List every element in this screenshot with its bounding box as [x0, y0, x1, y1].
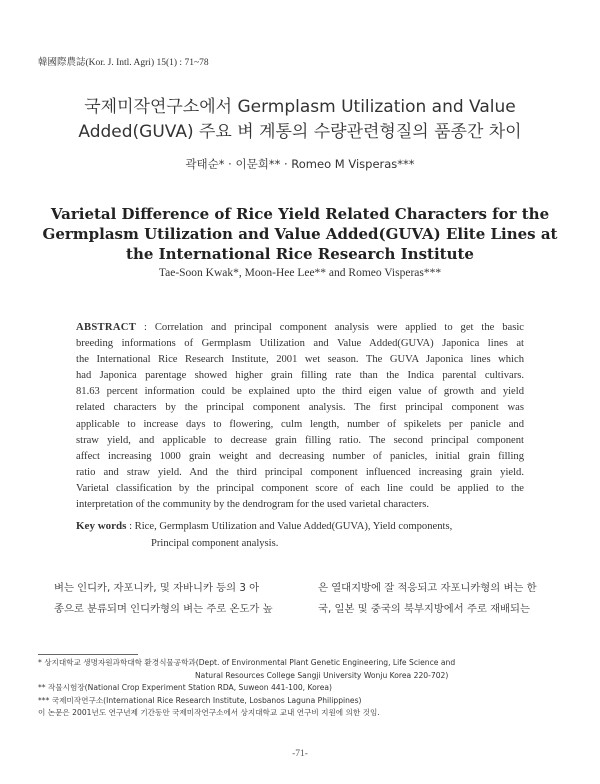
- abstract-line: affect increasing 1000 grain weight and decreasing number of panicles, initial grain filling: [76, 450, 524, 462]
- keywords-line1: [76, 518, 524, 535]
- footnote-continuation: Natural Resources College Sangji University Wonju Korea 220-702): [195, 670, 449, 680]
- korean-authors: 곽태순* · 이문희** · Romeo M Visperas***: [185, 157, 415, 171]
- korean-title-line1: 국제미작연구소에서 Germplasm Utilization and Value: [84, 97, 516, 117]
- abstract-heading: ABSTRACT: [76, 322, 137, 333]
- abstract-line: 81.63 percent information could be explained upto the third eigen value of growth and yield: [76, 386, 524, 398]
- abstract-line: ratio and straw yield. And the third principal component influenced increasing grain yield.: [76, 466, 524, 478]
- body-line: 국, 일본 및 중국의 북부지방에서 주로 재배되는: [318, 603, 530, 615]
- english-title-line1: Varietal Difference of Rice Yield Related Characters for the: [50, 205, 550, 223]
- abstract-line: interpretation of the community by the dendrogram for the used varietal characters.: [76, 499, 429, 511]
- body-line: 은 열대지방에 잘 적응되고 자포니카형의 벼는 한: [318, 582, 537, 594]
- funding-note: 이 논문은 2001년도 연구년제 기간동안 국제미작연구소에서 상지대학교 교내 연구비 지원에 의한 것임.: [38, 708, 380, 718]
- abstract-line: straw yield, and applicable to decrease grain filling ratio. The second principal component: [76, 434, 524, 446]
- english-title-line2: Germplasm Utilization and Value Added(GUVA) Elite Lines at: [42, 225, 558, 243]
- abstract-first-line: : Correlation and principal component analysis were applied to get the basic: [136, 322, 524, 333]
- abstract-line: [76, 320, 524, 336]
- body-line: 벼는 인디카, 자포니카, 및 자바니카 등의 3 아: [54, 582, 260, 594]
- english-authors: Tae-Soon Kwak*, Moon-Hee Lee** and Romeo Visperas***: [158, 267, 442, 279]
- keywords-heading: Key words: [76, 520, 127, 532]
- footnotes: [38, 657, 568, 720]
- footnote: ** 작물시험장(National Crop Experiment Station RDA, Suweon 441-100, Korea): [38, 683, 332, 693]
- keywords: [76, 518, 524, 552]
- keywords-line2: Principal component analysis.: [151, 538, 279, 549]
- footnote: * 상지대학교 생명자원과학대학 환경식물공학과(Dept. of Environmental Plant Genetic Engineering, Life Science and: [38, 658, 456, 667]
- abstract-line: had Japonica parentage showed higher grain filling rate than the Indica parental cultivars.: [76, 370, 524, 382]
- body-column-left: [54, 578, 282, 620]
- body-line: 종으로 분류되며 인디카형의 벼는 주로 온도가 높: [54, 603, 273, 615]
- korean-title-line2: Added(GUVA) 주요 벼 계통의 수량관련형질의 품종간 차이: [78, 122, 522, 142]
- footnote: *** 국제미작연구소(International Rice Research Institute, Losbanos Laguna Philippines): [38, 695, 362, 705]
- abstract-line: breeding informations of Germplasm Utilization and Value Added(GUVA) Japonica lines at: [76, 338, 524, 350]
- abstract-line: related characters by the principal component analysis. The first principal component was: [76, 402, 524, 414]
- body-column-right: [318, 578, 546, 620]
- abstract: [76, 320, 524, 513]
- footnote-divider: [38, 654, 138, 655]
- keywords-text: : Rice, Germplasm Utilization and Value Added(GUVA), Yield components,: [126, 521, 453, 532]
- english-title-line3: the International Rice Research Institute: [126, 245, 474, 263]
- abstract-line: Varietal classification by the principal component score of each line could be applied to the: [76, 482, 524, 494]
- journal-header: 韓國際農誌(Kor. J. Intl. Agri) 15(1) : 71~78: [38, 58, 209, 68]
- abstract-line: the International Rice Research Institute, 2001 wet season. The GUVA Japonica lines which: [76, 354, 524, 366]
- page-number: -71-: [292, 749, 308, 759]
- abstract-line: applicable to increase days to flowering, culm length, number of spikelets per panicle and: [76, 418, 524, 430]
